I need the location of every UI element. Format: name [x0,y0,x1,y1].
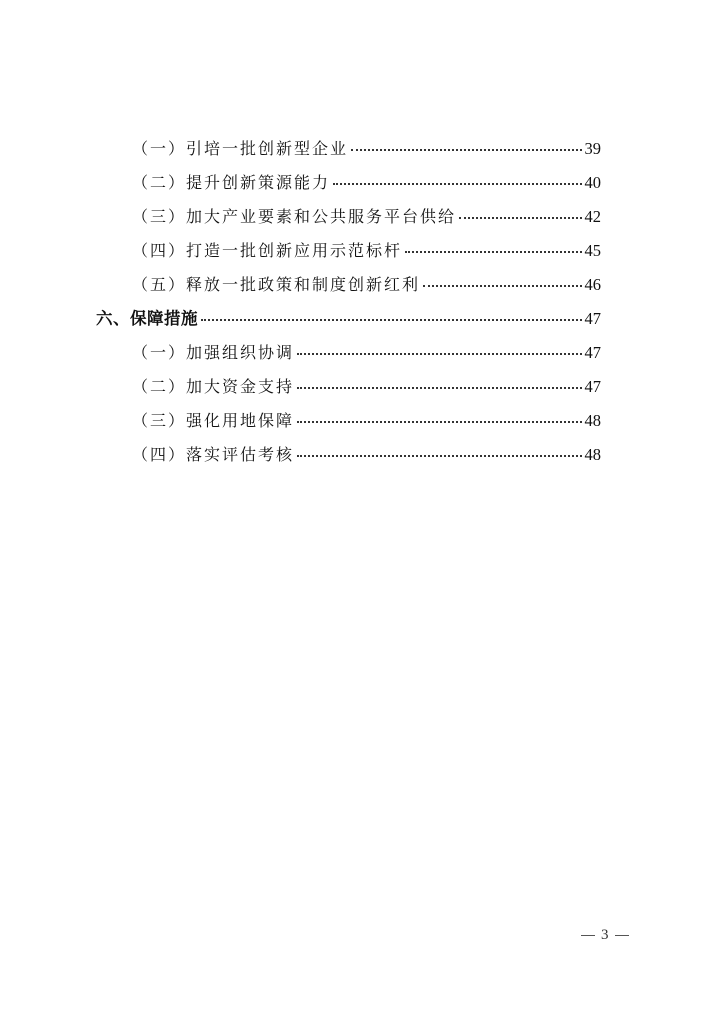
toc-entry-title: （四）打造一批创新应用示范标杆 [132,241,403,260]
dot-leader [405,251,581,253]
toc-entry [132,172,601,194]
toc-entry [132,274,601,296]
toc-entry-title: （一）引培一批创新型企业 [132,139,349,158]
dot-leader [459,217,581,219]
dot-leader [297,455,581,457]
toc-entry-page: 40 [584,173,601,192]
dot-leader [297,421,581,423]
toc-chapter-entry [96,308,601,330]
toc-entry [132,376,601,398]
toc-entry-page: 42 [584,207,601,226]
toc-entry [132,138,601,160]
dash-right [615,935,629,936]
dot-leader [297,353,581,355]
toc-entry-title: （一）加强组织协调 [132,343,295,362]
toc-entry-page: 46 [584,275,601,294]
toc-entry-page: 48 [584,445,601,464]
dot-leader [333,183,581,185]
page-footer [575,927,635,944]
dot-leader [351,149,581,151]
toc-entry [132,206,601,228]
toc-entry-page: 48 [584,411,601,430]
dot-leader [201,319,582,321]
toc-entry-title: （三）强化用地保障 [132,411,295,430]
toc-entry [132,444,601,466]
dot-leader [423,285,581,287]
page-number: 3 [601,927,609,943]
toc-entry-page: 47 [584,343,601,362]
toc-entry-title: （三）加大产业要素和公共服务平台供给 [132,207,457,226]
toc-entry [132,410,601,432]
toc-entry-page: 45 [584,241,601,260]
toc-entry-title: （四）落实评估考核 [132,445,295,464]
toc-entry-page: 47 [584,377,601,396]
toc-entry-title: （二）加大资金支持 [132,377,295,396]
dot-leader [297,387,581,389]
dash-left [581,935,595,936]
toc-entry [132,240,601,262]
toc-entry-title: （二）提升创新策源能力 [132,173,331,192]
toc-entry-page: 47 [584,309,601,328]
toc-chapter-title: 六、保障措施 [96,309,198,328]
toc-entry-page: 39 [584,139,601,158]
toc-entry-title: （五）释放一批政策和制度创新红利 [132,275,421,294]
toc-entry [132,342,601,364]
